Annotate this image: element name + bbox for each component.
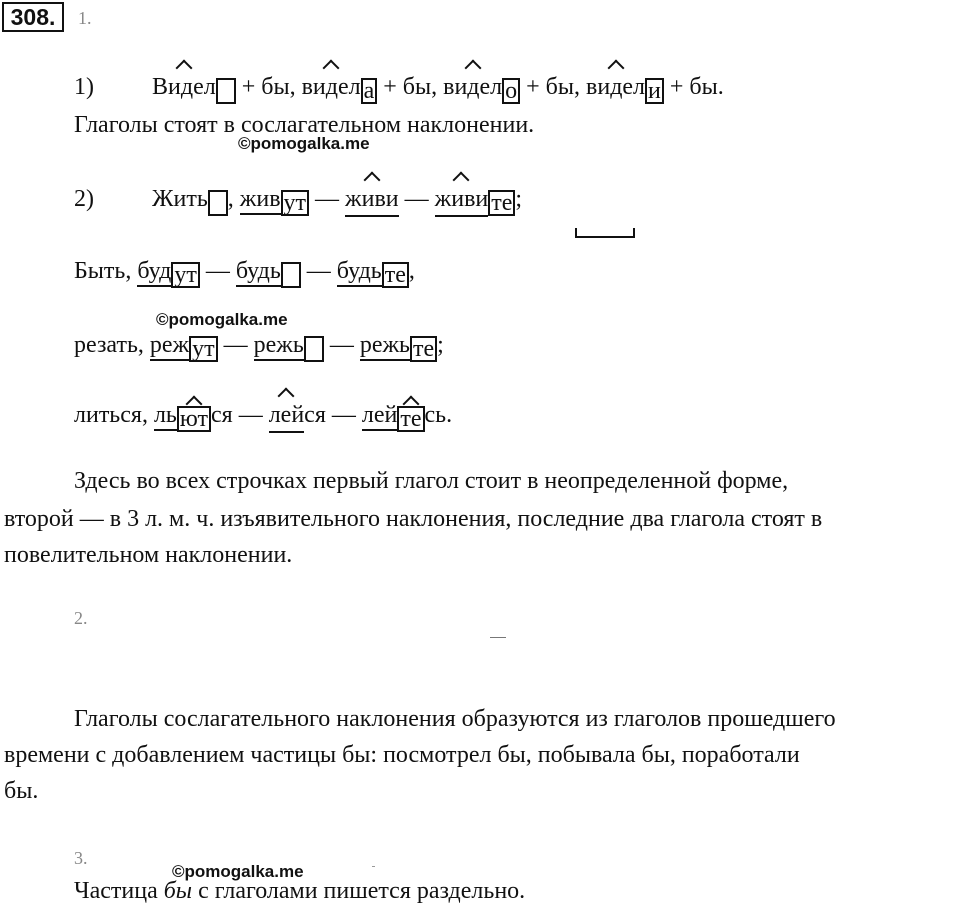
stem-underline: реж [150,332,189,361]
word-videl: Видел [152,74,216,100]
part2-line-3: бы. [4,778,39,804]
summary-line-3: повелительном наклонении. [4,542,293,568]
stem-underline: лей [269,400,304,433]
ending-box: те [410,336,437,362]
ending-box: те [397,406,424,432]
word-zhivite-stem: живи [435,184,489,217]
ending-box: ут [171,262,200,288]
part2-line-2: времени с добавлением частицы бы: посмотрел бы, побывала бы, поработали [4,742,800,768]
conjugation-row-3: Быть, буд ут — будь — будь те , [74,258,415,288]
summary-line-1: Здесь во всех строчках первый глагол стоит в неопределенной форме, [74,468,789,494]
stem-underline: режь [254,332,304,361]
word-videlo-stem: видел [443,74,503,100]
word-videla-stem: видел [301,74,361,100]
ending-box: и [645,78,664,104]
null-ending-box [216,78,236,104]
conjugation-row-4: резать, реж ут — режь — режь те ; [74,332,444,362]
watermark: ©pomogalka.me [238,134,370,153]
part-label-3: 3. [74,848,88,868]
part3-text: Частица бы с глаголами пишется раздельно. [74,878,526,904]
part-label-1: 1. [78,8,92,28]
stem-underline: режь [360,332,410,361]
suffix-bracket [575,228,635,238]
watermark: ©pomogalka.me [172,862,304,881]
row-number: 2) [74,186,94,212]
stem-underline: будь [337,258,382,287]
ending-box: те [488,190,515,216]
stem-underline: буд [137,258,171,287]
stem-underline: жив [240,186,281,215]
summary-line-2: второй — в 3 л. м. ч. изъявительного наклонения, последние два глагола стоят в [4,506,823,532]
row1-note: Глаголы стоят в сослагательном наклонении. [74,112,535,138]
conjugation-row-1: 1) Видел + бы, видел а + бы, видел о + бы, видел и + бы. [74,74,724,104]
row-number: 1) [74,74,94,100]
null-ending-box [304,336,324,362]
exercise-number: 308. [2,2,64,32]
ending-box: те [382,262,409,288]
null-ending-box [208,190,228,216]
null-ending-box [281,262,301,288]
watermark: ©pomogalka.me [156,310,288,329]
ending-box: ут [189,336,218,362]
ending-box: о [502,78,520,104]
ending-box: ут [281,190,310,216]
word-zhivi: живи [345,184,399,217]
stray-mark [490,637,506,638]
part2-line-1: Глаголы сослагательного наклонения образуются из глаголов прошедшего [74,706,836,732]
stem-underline: будь [236,258,281,287]
stray-mark [372,866,375,867]
particle-by: бы [163,878,193,904]
ending-box: ют [177,406,211,432]
conjugation-row-2: 2) Жить , жив ут — живи — живи те ; [74,186,523,216]
stem-underline: ль [154,402,177,431]
word-videli-stem: видел [586,74,646,100]
conjugation-row-5: литься, ль ют ся — лейся — лей те сь. [74,402,453,432]
stem-underline: лей [362,402,397,431]
ending-box: а [361,78,378,104]
part-label-2: 2. [74,608,88,628]
